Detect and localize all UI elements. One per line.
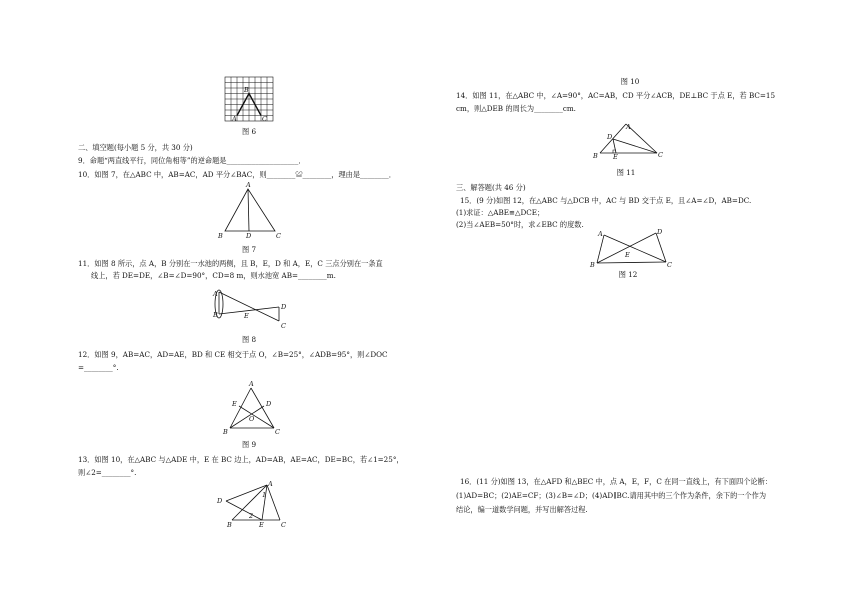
fig10-label-b: B [227, 521, 232, 529]
grid-lines [225, 77, 273, 121]
fig9-label-a: A [249, 380, 254, 388]
question-12-line-2: =________°. [78, 363, 119, 372]
fig12-label-d: D [657, 228, 663, 236]
fig8-label-c: C [281, 322, 286, 330]
fig10-label-1: 1 [262, 491, 267, 499]
fig10-label-2: 2 [249, 512, 254, 520]
fig6-triangle [237, 94, 261, 116]
fig9-label-e: E [232, 400, 237, 408]
fig12-label-b: B [590, 261, 595, 269]
question-15-line-3: (2)当∠AEB=50°时，求∠EBC 的度数. [456, 220, 584, 229]
fig9-label-o: O [249, 415, 255, 423]
question-11-line-1: 11．如图 8 所示，点 A，B 分别在一水池的两侧，且 B，E，D 和 A，E，C 三点分别在一条直 [78, 259, 383, 268]
fig9-label-b: B [223, 428, 228, 436]
fig11-label-b: B [593, 152, 598, 160]
fig10-label-e: E [259, 521, 264, 529]
question-16-line-2: (1)AD=BC；(2)AE=CF；(3)∠B=∠D；(4)AD∥BC.请用其中的三个作为条件，余下的一个作为 [456, 491, 767, 500]
question-9: 9．命题“两直线平行，同位角相等”的逆命题是____________________． [78, 156, 306, 165]
fig8-line-bd [219, 307, 279, 314]
fig10-label-d: D [217, 497, 223, 505]
figure-7-caption: 图 7 [241, 245, 257, 254]
fig9-label-d: D [266, 400, 272, 408]
figure-11-caption: 图 11 [616, 168, 636, 177]
question-13-line-1: 13．如图 10，在△ABC 与△ADE 中，E 在 BC 边上，AD=AB，AE=AC，DE=BC，若∠1=25°， [78, 455, 404, 464]
question-10: 10．如图 7，在△ABC 中，AB=AC，AD 平分∠BAC，则________≌________，理由是________． [78, 170, 396, 179]
fig6-label-b: B [244, 86, 249, 94]
fig12-label-a: A [598, 230, 603, 238]
fig8-pond [215, 290, 223, 318]
question-16-line-1: 16．(11 分)如图 13，在△AFD 和△BEC 中，点 A，E，F，C 在同一直线上，有下面四个论断： [460, 477, 772, 486]
fig11-label-c: C [658, 151, 663, 159]
fig6-label-c: C [262, 115, 267, 123]
fig11-label-e: E [613, 153, 618, 161]
fig9-label-c: C [275, 428, 280, 436]
figure-12-caption: 图 12 [618, 270, 638, 279]
fig8-label-e: E [244, 312, 249, 320]
question-14-line-1: 14．如图 11，在△ABC 中，∠A=90°，AC=AB，CD 平分∠ACB，DE⊥BC 于点 E，若 BC=15 [456, 91, 776, 100]
section-3-heading: 三、解答题(共 46 分) [456, 183, 526, 192]
section-2-heading: 二、填空题(每小题 5 分，共 30 分) [78, 143, 193, 152]
fig8-label-d: D [281, 303, 287, 311]
fig12-label-e: E [625, 251, 630, 259]
fig8-label-b: B [213, 311, 218, 319]
question-16-line-3: 结论，编一道数学问题，并写出解答过程. [456, 505, 588, 514]
fig7-label-c: C [276, 232, 281, 240]
question-11-line-2: 线上，若 DE=DE，∠B=∠D=90°，CD=8 m，则水池宽 AB=________m. [91, 271, 336, 280]
fig7-label-a: A [246, 181, 251, 189]
fig6-label-a: A [232, 115, 237, 123]
question-15-line-2: (1)求证：△ABE≌△DCE； [456, 208, 545, 217]
fig7-label-d: D [246, 232, 252, 240]
fig11-label-a: A [626, 123, 631, 131]
fig10-label-c: C [281, 521, 286, 529]
question-15-line-1: 15．(9 分)如图 12，在△ABC 与△DCB 中，AC 与 BD 交于点 E，且∠A=∠D，AB=DC. [460, 196, 752, 205]
figure-10-caption: 图 10 [620, 77, 640, 86]
fig11-label-d: D [607, 133, 613, 141]
figure-8-caption: 图 8 [241, 335, 257, 344]
question-12-line-1: 12．如图 9，AB=AC，AD=AE，BD 和 CE 相交于点 O，∠B=25°，∠ADB=95°，则∠DOC [78, 350, 388, 359]
figure-9-caption: 图 9 [241, 440, 257, 449]
fig10-label-a: A [268, 480, 273, 488]
question-13-line-2: 则∠2=________°. [78, 468, 137, 477]
fig7-label-b: B [218, 232, 223, 240]
fig8-line-ac [219, 292, 279, 321]
question-14-line-2: cm，则△DEB 的周长为________cm. [456, 104, 576, 113]
figure-6-caption: 图 6 [241, 127, 257, 136]
fig12-label-c: C [667, 261, 672, 269]
fig8-label-a: A [213, 290, 218, 298]
fig7-bisector [248, 189, 249, 231]
fig7-triangle [225, 189, 275, 231]
